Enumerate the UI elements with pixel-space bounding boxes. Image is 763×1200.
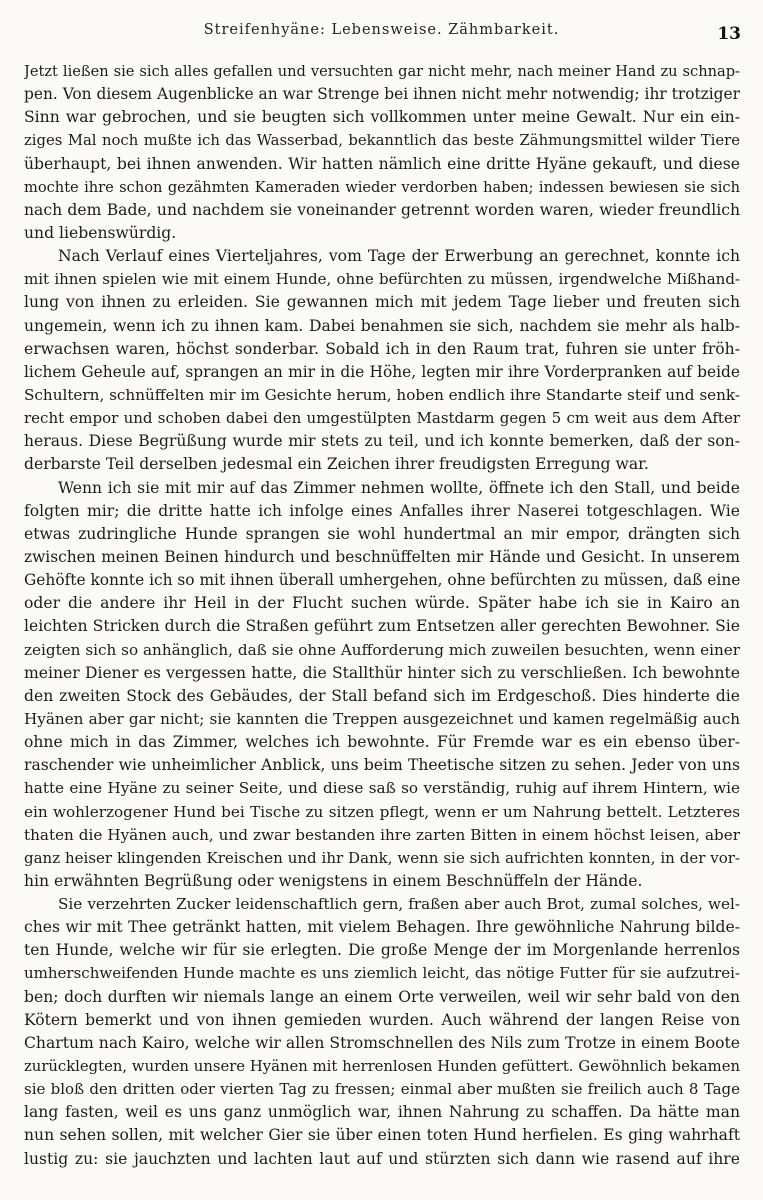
text-line: mit ihnen spielen wie mit einem Hunde, ohne befürchten zu müssen, irgendwelche Mißhand- (24, 270, 740, 289)
text-line: ungemein, wenn ich zu ihnen kam. Dabei benahmen sie sich, nachdem sie mehr als halb- (24, 316, 740, 335)
text-line: nun sehen sollen, mit welcher Gier sie über einen toten Hund herfielen. Es ging wahrhaft (24, 1126, 740, 1145)
text-line: pen. Von diesem Augenblicke an war Strenge bei ihnen nicht mehr notwendig; ihr trotziger (24, 85, 740, 104)
text-line: hatte eine Hyäne zu seiner Seite, und diese saß so verständig, ruhig auf ihrem Hintern, wie (24, 779, 740, 798)
text-line: raschender wie unheimlicher Anblick, uns beim Theetische sitzen zu sehen. Jeder von uns (24, 756, 740, 775)
text-line: ten Hunde, welche wir für sie erlegten. Die große Menge der im Morgenlande herrenlos (24, 941, 740, 960)
text-line: zeigten sich so anhänglich, daß sie ohne Aufforderung mich zuweilen besuchten, wenn einer (24, 640, 740, 659)
running-head (0, 22, 763, 48)
text-line: zurücklegten, wurden unsere Hyänen mit herrenlosen Hunden gefüttert. Gewöhnlich bekamen (24, 1058, 740, 1076)
text-line: meiner Diener es vergessen hatte, die Stallthür hinter sich zu verschließen. Ich bewohnte (24, 663, 740, 682)
text-line: lustig zu: sie jauchzten und lachten laut auf und stürzten sich dann wie rasend auf ihre (24, 1149, 740, 1168)
text-line: Sie verzehrten Zucker leidenschaftlich gern, fraßen aber auch Brot, zumal solches, wel- (58, 895, 740, 914)
running-title: Streifenhyäne: Lebensweise. Zähmbarkeit. (203, 22, 560, 38)
text-line: derbarste Teil derselben jedesmal ein Zeichen ihrer freudigsten Erregung war. (24, 455, 649, 474)
text-line: heraus. Diese Begrüßung wurde mir stets zu teil, und ich konnte bemerken, daß der son- (24, 432, 740, 451)
text-line: Hyänen aber gar nicht; sie kannten die Treppen ausgezeichnet und kamen regelmäßig auch (24, 709, 740, 728)
text-line: leichten Stricken durch die Straßen geführt zum Entsetzen aller gerechten Bewohner. Sie (24, 617, 740, 636)
text-line: Sinn war gebrochen, und sie beugten sich vollkommen unter meine Gewalt. Nur ein ein- (24, 108, 740, 127)
text-line: Gehöfte konnte ich so mit ihnen überall umhergehen, ohne befürchten zu müssen, daß eine (24, 571, 740, 590)
text-line: umherschweifenden Hunde machte es uns ziemlich leicht, das nötige Futter für sie aufzutrei- (24, 964, 740, 983)
text-line: sie bloß den dritten oder vierten Tag zu fressen; einmal aber mußten sie freilich auch 8 Tage (24, 1080, 740, 1099)
text-line: zwischen meinen Beinen hindurch und beschnüffelten mir Hände und Gesicht. In unserem (24, 547, 740, 566)
text-line: überhaupt, bei ihnen anwenden. Wir hatten nämlich eine dritte Hyäne gekauft, und diese (24, 154, 740, 173)
text-line: Chartum nach Kairo, welche wir allen Stromschnellen des Nils zum Trotze in einem Boote (24, 1033, 740, 1052)
text-line: ohne mich in das Zimmer, welches ich bewohnte. Für Fremde war es ein ebenso über- (24, 733, 740, 752)
text-line: Schultern, schnüffelten mir im Gesichte herum, hoben endlich ihre Standarte steif und senk- (24, 385, 740, 404)
text-line: ganz heiser klingenden Kreischen und ihr Dank, wenn sie sich aufrichten konnten, in der vor- (24, 848, 740, 867)
text-line: ziges Mal noch mußte ich das Wasserbad, bekanntlich das beste Zähmungsmittel wilder Tiere (24, 132, 740, 150)
page-number: 13 (717, 24, 741, 44)
text-line: ben; doch durften wir niemals lange an einem Orte verweilen, weil wir sehr bald von den (24, 987, 740, 1006)
text-line: ein wohlerzogener Hund bei Tische zu sitzen pflegt, wenn er um Nahrung bettelt. Letzteres (24, 802, 740, 821)
text-line: Jetzt ließen sie sich alles gefallen und versuchten gar nicht mehr, nach meiner Hand zu schnap- (24, 63, 740, 80)
text-line: etwas zudringliche Hunde sprangen sie wohl hundertmal an mir empor, drängten sich (24, 524, 740, 543)
text-line: Nach Verlauf eines Vierteljahres, vom Tage der Erwerbung an gerechnet, konnte ich (58, 247, 740, 266)
text-line: lung von ihnen zu erleiden. Sie gewannen mich mit jedem Tage lieber und freuten sich (24, 293, 740, 312)
text-line: lichem Geheule auf, sprangen an mir in die Höhe, legten mir ihre Vorderpranken auf beide (24, 362, 740, 381)
text-line: recht empor und schoben dabei den umgestülpten Mastdarm gegen 5 cm weit aus dem After (24, 409, 740, 428)
text-line: oder die andere ihr Heil in der Flucht suchen würde. Später habe ich sie in Kairo an (24, 594, 740, 613)
text-line: und liebenswürdig. (24, 223, 177, 242)
text-line: ches wir mit Thee getränkt hatten, mit vielem Behagen. Ihre gewöhnliche Nahrung bilde- (24, 918, 740, 937)
text-line: lang fasten, weil es uns ganz unmöglich war, ihnen Nahrung zu schaffen. Da hätte man (24, 1103, 740, 1122)
text-line: thaten die Hyänen auch, und zwar bestanden ihre zarten Bitten in einem höchst leisen, aber (24, 825, 740, 844)
text-line: den zweiten Stock des Gebäudes, der Stall befand sich im Erdgeschoß. Dies hinderte die (24, 686, 740, 705)
text-line: Kötern bemerkt und von ihnen gemieden wurden. Auch während der langen Reise von (24, 1010, 740, 1029)
text-line: mochte ihre schon gezähmten Kameraden wieder verdorben haben; indessen bewiesen sie sich (24, 178, 740, 196)
text-line: nach dem Bade, und nachdem sie voneinander getrennt worden waren, wieder freundlich (24, 200, 740, 219)
body-text (24, 60, 740, 1171)
text-line: folgten mir; die dritte hatte ich infolge eines Anfalles ihrer Naserei totgeschlagen. Wie (24, 501, 740, 520)
text-line: hin erwähnten Begrüßung oder wenigstens in einem Beschnüffeln der Hände. (24, 871, 643, 890)
text-line: erwachsen waren, höchst sonderbar. Sobald ich in den Raum trat, fuhren sie unter fröh- (24, 339, 740, 358)
text-line: Wenn ich sie mit mir auf das Zimmer nehmen wollte, öffnete ich den Stall, und beide (58, 478, 740, 497)
